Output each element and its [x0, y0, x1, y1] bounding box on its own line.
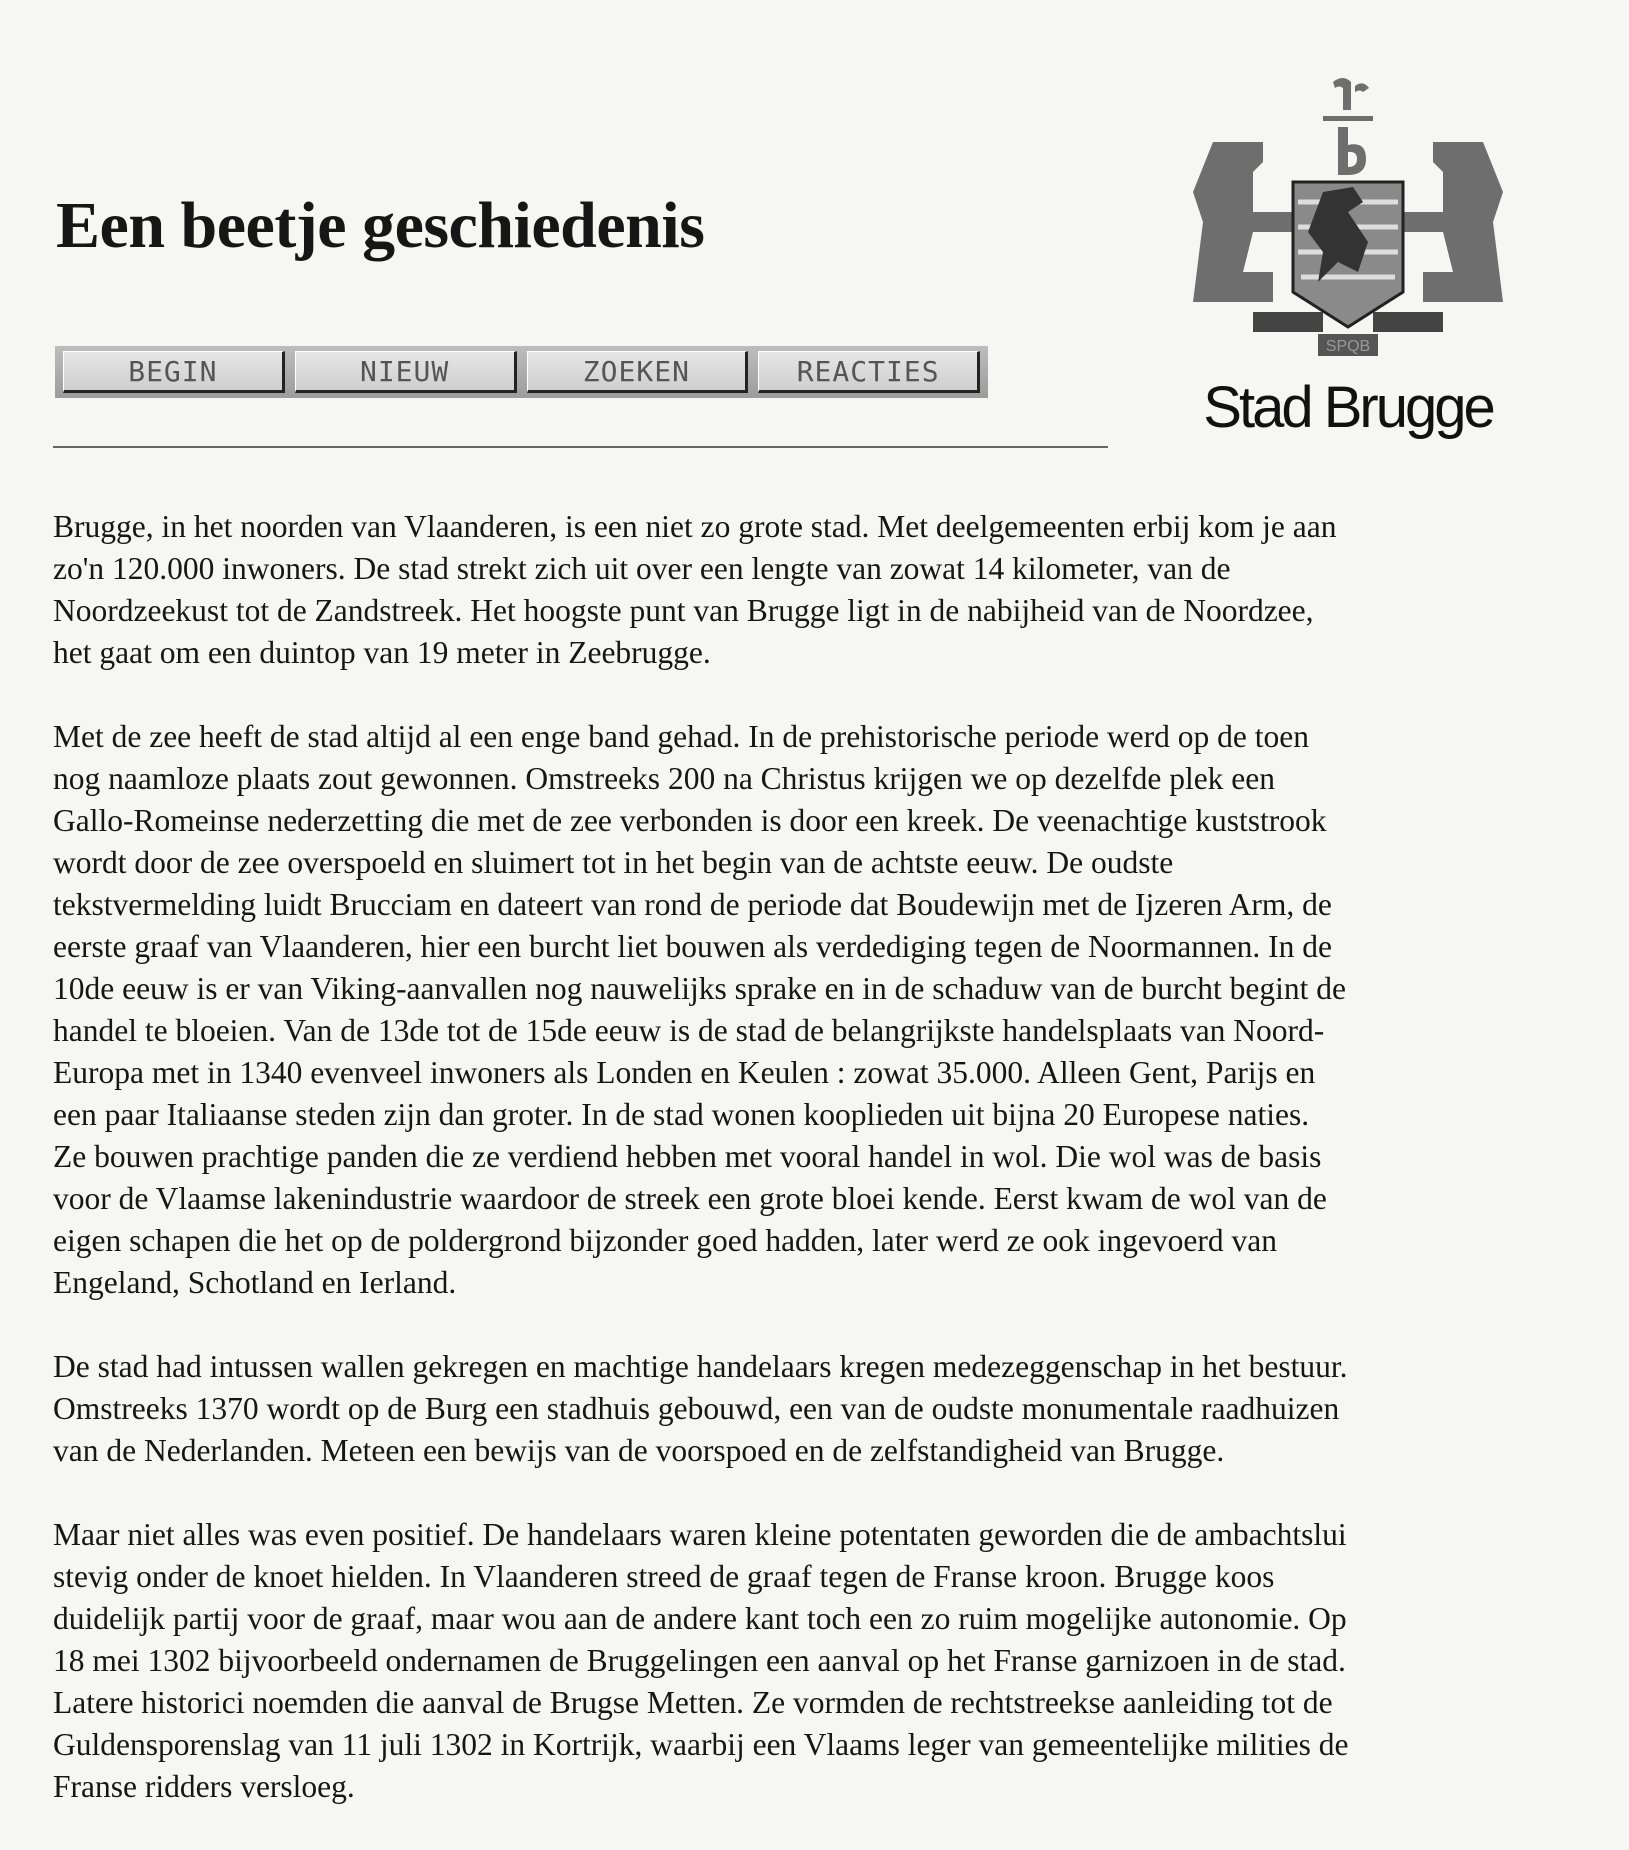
- text-line: Noordzeekust tot de Zandstreek. Het hoogste punt van Brugge ligt in de nabijheid van de Noordzee,: [53, 593, 1314, 628]
- text-line: eigen schapen die het op de poldergrond bijzonder goed hadden, later werd ze ook ingevoerd van: [53, 1223, 1277, 1258]
- text-line: Omstreeks 1370 wordt op de Burg een stadhuis gebouwd, een van de oudste monumentale raadhuizen: [53, 1391, 1340, 1426]
- logo-wordmark: Stad Brugge: [1203, 375, 1493, 440]
- text-line: Brugge, in het noorden van Vlaanderen, is een niet zo grote stad. Met deelgemeenten erbij kom je aan: [53, 509, 1337, 544]
- nav-bar: [55, 346, 988, 398]
- nav-nieuw-button[interactable]: NIEUW: [295, 351, 517, 393]
- text-line: Gallo-Romeinse nederzetting die met de zee verbonden is door een kreek. De veenachtige kuststrook: [53, 803, 1327, 838]
- paragraph: [53, 1346, 1593, 1472]
- text-line: De stad had intussen wallen gekregen en machtige handelaars kregen medezeggenschap in het bestuur.: [53, 1349, 1348, 1384]
- text-line: voor de Vlaamse lakenindustrie waardoor de streek een grote bloei kende. Eerst kwam de wol van de: [53, 1181, 1327, 1216]
- text-line: Latere historici noemden die aanval de Brugse Metten. Ze vormden de rechtstreekse aanleiding tot de: [53, 1685, 1333, 1720]
- text-line: zo'n 120.000 inwoners. De stad strekt zich uit over een lengte van zowat 14 kilometer, van de: [53, 551, 1231, 586]
- text-line: Guldensporenslag van 11 juli 1302 in Kortrijk, waarbij een Vlaams leger van gemeentelijke milities de: [53, 1727, 1349, 1762]
- article-body: [53, 506, 1593, 1850]
- crown-letter-icon: [1333, 78, 1369, 110]
- text-line: Europa met in 1340 evenveel inwoners als Londen en Keulen : zowat 35.000. Alleen Gent, Parijs en: [53, 1055, 1316, 1090]
- text-line: Engeland, Schotland en Ierland.: [53, 1265, 457, 1300]
- text-line: handel te bloeien. Van de 13de tot de 15de eeuw is de stad de belangrijkste handelsplaats van Noord-: [53, 1013, 1325, 1048]
- text-line: 18 mei 1302 bijvoorbeeld ondernamen de Bruggelingen een aanval op het Franse garnizoen in de stad.: [53, 1643, 1346, 1678]
- coat-of-arms-logo: [1183, 72, 1513, 372]
- nav-zoeken-button[interactable]: ZOEKEN: [527, 351, 749, 393]
- text-line: een paar Italiaanse steden zijn dan groter. In de stad wonen kooplieden uit bijna 20 Europese naties.: [53, 1097, 1310, 1132]
- text-line: nog naamloze plaats zout gewonnen. Omstreeks 200 na Christus krijgen we op dezelfde plek een: [53, 761, 1276, 796]
- paragraph: [53, 1514, 1593, 1808]
- paragraph: [53, 506, 1593, 674]
- logo-plaque-text: SPQB: [1325, 338, 1371, 355]
- text-line: wordt door de zee overspoeld en sluimert tot in het begin van de achtste eeuw. De oudste: [53, 845, 1174, 880]
- text-line: duidelijk partij voor de graaf, maar wou aan de andere kant toch een zo ruim mogelijke autonomie. Op: [53, 1601, 1347, 1636]
- text-line: het gaat om een duintop van 19 meter in Zeebrugge.: [53, 635, 711, 670]
- nav-begin-button[interactable]: BEGIN: [63, 351, 285, 393]
- divider: [53, 446, 1108, 448]
- text-line: Ze bouwen prachtige panden die ze verdiend hebben met vooral handel in wol. Die wol was de basis: [53, 1139, 1322, 1174]
- text-line: stevig onder de knoet hielden. In Vlaanderen streed de graaf tegen de Franse kroon. Brugge koos: [53, 1559, 1275, 1594]
- text-line: van de Nederlanden. Meteen een bewijs van de voorspoed en de zelfstandigheid van Brugge.: [53, 1433, 1225, 1468]
- text-line: Franse ridders versloeg.: [53, 1769, 355, 1804]
- text-line: Maar niet alles was even positief. De handelaars waren kleine potentaten geworden die de ambachtslui: [53, 1517, 1347, 1552]
- nav-reacties-button[interactable]: REACTIES: [758, 351, 980, 393]
- text-line: eerste graaf van Vlaanderen, hier een burcht liet bouwen als verdediging tegen de Noormannen. In de: [53, 929, 1333, 964]
- page-title: Een beetje geschiedenis: [56, 189, 705, 262]
- crest-letter-icon: [1338, 127, 1366, 175]
- paragraph: [53, 716, 1593, 1304]
- text-line: Met de zee heeft de stad altijd al een enge band gehad. In de prehistorische periode werd op de toen: [53, 719, 1309, 754]
- text-line: 10de eeuw is er van Viking-aanvallen nog nauwelijks sprake en in de schaduw van de burcht begint de: [53, 971, 1347, 1006]
- text-line: tekstvermelding luidt Brucciam en dateert van rond de periode dat Boudewijn met de Ijzeren Arm, de: [53, 887, 1332, 922]
